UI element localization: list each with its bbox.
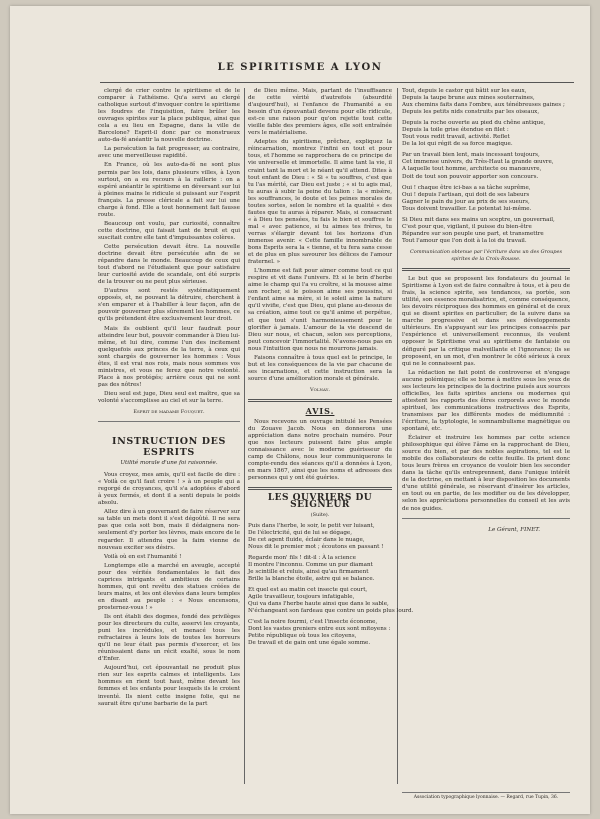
section-title: INSTRUCTION DES ESPRITS [112, 436, 226, 459]
verse-line: Aux chemins faits dans l'ombre, aux ténébreuses gaines ; [402, 102, 565, 109]
paragraph: Ils ont établi des dogmes, fondé des privilèges pour les directeurs du culte, asservi les croyants, puni les incrédules, et menacé tous les refractaires à leurs lois de toutes les horreurs qu'il ne leur était pas permis d'exercer, et les réunissaient dans un récit exalté, sous le nom d'Enfer. [98, 614, 240, 663]
paragraph: La persécution la fait progresser, au contraire, avec une merveilleuse rapidité. [98, 146, 240, 160]
poem-stanza [248, 523, 392, 551]
paragraph: de Dieu même. Mais, partant de l'insuffisance de cette vérité d'autrefois (absurdité d'aujourd'hui), si l'enfance de l'humanité a eu besoin d'un épouvantail devenu pour elle ridicule, est-ce une raison pour qu'on rejette tout cette vieille fable des premiers âges, elle soit entraînée vers le matérialisme. [248, 88, 392, 137]
paragraph: En France, où les auto-da-fé ne sont plus permis par les lois, dans plusieurs villes, à Lyon surtout, on a eu recours à la raillerie : on a espéré anéantir le spiritisme en déversant sur lui à pleines mains le ridicule si puissant sur l'esprit français. La presse cléricale a fait sur lui une charge à fond. Elle a tout honnement fait fausse route. [98, 162, 240, 218]
paragraph: Dieu seul est juge, Dieu seul est maître, que sa volonté s'accomplisse au ciel et sur la terre. [98, 390, 240, 404]
divider [248, 399, 392, 402]
divider [98, 421, 240, 422]
verse-line: Il montre l'inconnu. Comme un pur diamant [248, 561, 373, 568]
paragraph: Voilà où en est l'humanité ! [104, 553, 182, 560]
verse-line: C'est la noire fourmi, c'est l'insecte économe, [248, 619, 378, 626]
poem-stanza [248, 555, 392, 583]
poem-stanza [402, 185, 570, 213]
poem-suite: (Suite). [310, 511, 330, 518]
communication-note: Communication obtenue par l'écriture dans un des Groupes spirites de la Croix-Rousse. [409, 248, 563, 262]
verse-line: Doit de tout son pouvoir apporter son concours. [402, 173, 539, 180]
column-divider [244, 88, 245, 784]
paragraph: La rédaction ne fait point de controverse et n'engage aucune polémique; elle se borne à mettre sous les yeux de ses lecteurs les principes de la doctrine puisés aux sources officielles, les faits spirites anciens ou modernes qui attestent les rapports des êtres corporels avec le monde spirituel, les communications instructives des Esprits, transmises par les différents modes de médiumnité : l'écriture, la typtologie, le somnambulisme magnétique ou spontané, etc. [402, 369, 570, 433]
verse-line: Par un travail bien lent, mais incessant toujours, [402, 152, 540, 159]
verse-line: De cet agent fluide, éclair dans le nuage, [248, 536, 365, 543]
verse-line: Regarde mon' fils ! dit-il : À la science [248, 554, 356, 561]
manager-signature: Le Gérant, FINET. [488, 526, 540, 533]
verse-line: De l'électricité, qui de lui se dégage, [248, 529, 353, 536]
paragraph: clergé de crier contre le spiritisme et de le comparer à l'athéisme. Qu'a servi au clergé catholique surtout d'invoquer contre le spiritisme les foudres de l'inquisition, faire brûler les ouvrages spirites sur la place publique, ainsi que cela a eu lieu en Espagne, dans la ville de Barcelone? Esprit-il donc par ce monstrueux auto-da-fé anéantir la nouvelle doctrine. [98, 88, 240, 144]
verse-line: Gagner le pain du jour au prix de ses sueurs, [402, 198, 530, 205]
verse-line: Oui ! chaque être ici-bas a sa tâche suprême, [402, 184, 531, 191]
newspaper-page [10, 6, 590, 814]
verse-line: Depuis la taupe brune aux mines souterraines, [402, 95, 535, 102]
verse-line: Qui va dans l'herbe haute ainsi que dans le sable, [248, 601, 389, 608]
poem-stanza [402, 88, 570, 116]
avis-text: Nous recevons un ouvrage intitulé les Pensées du Zouave Jacob. Nous en donnerons une appréciation dans notre prochain numéro. Pour que nos lecteurs puissent faire plus ample connaissance avec le moderne guérisseur du camp de Châlons, nous leur communiquerons le compte-rendu des séances qu'il a données à Lyon, en mars 1867, ainsi que les noms et adresses des personnes qui y ont été guéries. [248, 419, 392, 482]
poem-stanza [402, 120, 570, 148]
verse-line: Tout vous redit travail, activité. Reflet [402, 134, 510, 141]
poem-stanza [402, 217, 570, 245]
divider [402, 518, 570, 519]
divider [248, 487, 392, 490]
verse-line: N'échangeant son fardeau que contre un poids plus lourd. [248, 608, 414, 615]
avis-title: AVIS. [305, 405, 335, 416]
paragraph: Longtemps elle a marché en aveugle, accepté pour des vérités fondamentales le fait des caprices intrigants et ambitieux de certains hommes, qui ont revêtu des statues créées de leurs mains, et les ont élevées dans leurs temples en disant au peuple : « Nous encensons, prosternez-vous ! » [98, 562, 240, 611]
verse-line: C'est pour que, vigilant, il puisse du bien-être [402, 223, 532, 230]
verse-line: Dont les vastes greniers entre eux sont mitoyens : [248, 626, 391, 633]
verse-line: Et quel est au matin cet insecte qui court, [248, 586, 368, 593]
verse-line: Oui ! depuis l'artisan, qui doit de ses labeurs [402, 191, 530, 198]
divider [402, 268, 570, 271]
verse-line: Je scintille et reluis, ainsi qu'au firmament [248, 568, 369, 575]
paragraph: Aujourd'hui, cet épouvantail ne produit plus rien sur les esprits calmes et intelligents. Les hommes en rient tout haut, même devant les femmes et les enfants pour lesquels ils le croient inventé. Ils nient cette insigne folie, qui ne saurait être qu'une barbarie de la part [98, 665, 240, 707]
column-3 [402, 88, 570, 534]
column-divider [397, 88, 398, 784]
header-rule [100, 82, 574, 83]
verse-line: Depuis les petits nids construits par les oiseaux, [402, 109, 540, 116]
verse-line: De la loi qui régit de sa force magique. [402, 141, 513, 148]
poem-stanza [248, 619, 392, 647]
paragraph: Cette persécution devait être. La nouvelle doctrine devait être persécutée afin de se répandre dans le monde. Beaucoup de ceux qui tout d'abord ne l'étudiaient que pour satisfaire leur curiosité avide de scandale, ont été surpris de la trouver ou ne peut plus sérieuse. [98, 243, 240, 286]
section-subtitle: Utilité morale d'une foi raisonnée. [120, 460, 218, 467]
verse-line: Petite république où tous les citoyens, [248, 633, 357, 640]
paragraph: L'homme est fait pour aimer comme tout ce qui respire et vit dans l'univers. Et si le brin d'herbe aime le champ qui l'a vu croître, si la mousse aime son rocher, si le poisson aime ses poussins, si l'enfant aime sa mère, si le soleil aime la nature qu'il vivifie, c'est que Dieu, qui plane au-dessus de sa création, aime tout ce qu'il anime et perpétue, et que tout s'unit harmonieusement pour le glorifier à jamais. L'amour de la vie descend de Dieu sur nous, et chacun, selon ses perceptions, peut concevoir l'immortalité. N'avons-nous pas en nous l'intuition que nous ne mourrons jamais. [248, 268, 392, 352]
verse-line: Tous doivent travailler. Le potentat lui-même. [402, 205, 532, 212]
verse-line: Cet immense univers, du Très-Haut la grande œuvre, [402, 159, 554, 166]
poem-stanza [402, 152, 570, 180]
verse-line: Si Dieu mit dans ses mains un sceptre, un gouvernail, [402, 216, 555, 223]
verse-line: Puis dans l'herbe, le soir, le petit ver luisant, [248, 522, 375, 529]
verse-line: Tout l'amour que l'on doit à la loi du travail. [402, 237, 527, 244]
verse-line: Depuis la roche ouverte au pied du chêne antique, [402, 120, 546, 127]
paragraph: Allez dire à un gouvernant de faire réserver sur sa table un mets dont il s'est dégoûté. Il ne sera pas que cela soit bon, mais il dédaignera non-seulement d'y porter les lèvres, mais encore de le regarder. Il attendra que la faim vienne de nouveau exciter ses désirs. [98, 509, 240, 551]
poem-stanza [248, 586, 414, 615]
paragraph: Vous croyez, mes amis, qu'il est facile de dire : « Voilà ce qu'il faut croire ! » à un peuple qui a regorgé de croyances, qu'il s'a adoptées d'abord à yeux fermés, et dont il a senti depuis le poids absolu. [98, 472, 240, 507]
verse-line: Répandre sur son peuple une part, et transmettre [402, 230, 544, 237]
column-2 [248, 88, 414, 651]
verse-line: De travail et de gain ont une égale somme. [248, 640, 371, 647]
verse-line: Nous dit le premier mot ; écoutons en passant ! [248, 543, 384, 550]
column-1 [98, 88, 240, 710]
verse-line: A laquelle tout homme, architecte ou manœuvre, [402, 166, 542, 173]
verse-line: Brille la blanche étoile, astre qui se balance. [248, 575, 375, 582]
verse-line: Agile travailleur, toujours infatigable, [248, 594, 355, 600]
signature: Esprit de madame Fouquet. [133, 409, 205, 416]
verse-line: Depuis la toile grise étendue en filet : [402, 127, 509, 134]
printer-footer: Association typographique lyonnaise. — Regard, rue Tupin, 36. [402, 792, 570, 800]
paragraph: Éclairer et instruire les hommes par cette science philosophique qui élève l'âme en la rapprochant de Dieu, source du bien, et par des nobles aspirations, tel est le mobile des collaborateurs de cette feuille. Ils prient donc tous leurs frères en croyance de vouloir bien les seconder dans la tâche qu'ils entreprennent, dans l'unique intérêt de la doctrine, en mettant à leur disposition les documents d'une utilité générale, se réservant d'insérer les articles, en tout ou en partie, de les modifier ou de les développer, selon les appréciations personnelles du conseil et les avis de nos guides. [402, 435, 570, 512]
page-header: LE SPIRITISME A LYON [217, 62, 383, 73]
verse-line: Tout, depuis le castor qui bâtit sur les eaux, [402, 88, 527, 94]
paragraph: Le but que se proposent les fondateurs du journal le Spiritisme à Lyon est de faire connaître à tous, et à peu de frais, la science spirite, ses tendances, sa portée, son utilité, son essence moralisatrice, et, comme conséquence, les devoirs réciproques des hommes en général et de ceux qui se disent spirites en particulier; de la suivre dans sa marche progressive et dans ses développements ultérieurs. En s'appuyant sur les principes consacrés par l'expérience et universellement reconnus, ils veulent opposer le Spiritisme vrai au spiritisme de fantaisie ou défiguré par la critique malveillante et l'ignorance; ils se proposent, en un mot, d'en montrer le côté sérieux à ceux qui ne le connaissent pas. [402, 276, 570, 367]
signature: Volnay. [309, 386, 330, 393]
paragraph: Adeptes du spiritisme, prêchez, expliquez la réincarnation, montrez l'infini en tout et pour tous, et l'homme se rapprochera de ce principe de vie universelle et immortelle. Il aime tant la vie, il craint tant la mort et le néant qu'il attend. Dites à tout enfant de Dieu : « Si « tu souffres, c'est que tu l'as mérité, car Dieu est juste ; « si tu agis mal, tu auras à subir la peine du talion : la « misère, les souffrances, le doute et les peines morales de toutes sortes, selon le nombre et la qualité « des fautes que tu auras à réparer. Mais, si consacrant « à Dieu tes pensées, tu fais le bien et souffres le mal « avec patience, si tu aimes tes frères, tu verras s'élargir devant toi les horizons d'un immense avenir. « Cette famille innombrable de bons Esprits sera la « tienne, et tu fera sans cesse et de plus en plus savourer les délices de l'amour fraternel. » [248, 139, 392, 266]
paragraph: Mais ils oublient qu'il leur faudrait pour atteindre leur but, pouvoir commander à Dieu lui-même, et lui dire, comme l'un des incitement quelquefois aux princes de la terre, à ceux qui sont chargés de gouverner les hommes : Vous êtes, il est vrai nos rois, mais nous sommes vos ministres, et vous ne ferez que notre volonté. Place à nos protégés; arrière ceux qui ne sont pas des nôtres! [98, 325, 240, 388]
poem-title: LES OUVRIERS DU SEIGNEUR [267, 493, 373, 511]
paragraph: Faisons connaître à tous quel est le principe, le but et les conséquences de la vie par chacune de ses incarnations, et cette instruction sera la source d'une amélioration morale et générale. [248, 354, 392, 382]
paragraph: Beaucoup ont voulu, par curiosité, connaître cette doctrine, qui faisait tant de bruit et qui suscitait contre elle tant d'impuissantes colères. [98, 220, 240, 241]
paragraph: D'autres sont restés systématiquement opposés, et, ne pouvant la détruire, cherchent à s'en emparer et à l'habiller à leur façon, afin de pouvoir gouverner plus sûrement les hommes, ce qu'ils prétendent être exclusivement leur droit. [98, 288, 240, 323]
